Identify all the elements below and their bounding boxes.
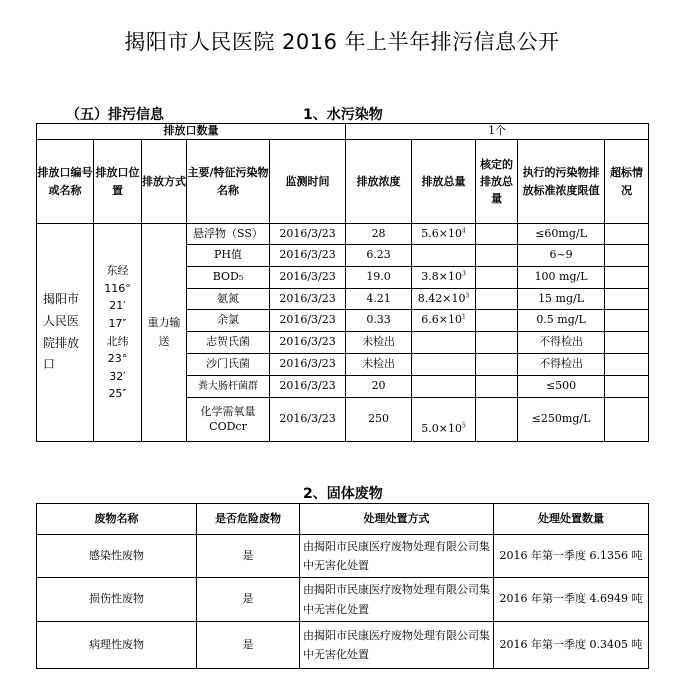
header-concentration: 排放浓度 [346,140,412,224]
header-pollutant: 主要/特征污染物名称 [187,140,270,224]
exceed [605,289,649,310]
table-row [37,535,649,578]
exceed [605,398,649,442]
concentration: 20 [346,376,412,398]
approved-total [476,398,518,442]
total [412,354,476,376]
exceed [605,224,649,245]
disposal-method: 由揭阳市民康医疗废物处理有限公司集中无害化处置 [300,622,494,669]
waste-name: 感染性废物 [37,535,197,578]
header-outlet-position: 排放口位置 [94,140,142,224]
concentration: 28 [346,224,412,245]
section-label: （五）排污信息 [66,107,164,123]
header-hazardous: 是否危险废物 [197,504,300,535]
header-total: 排放总量 [412,140,476,224]
standard: 不得检出 [518,332,605,354]
outlet-name: 揭阳市人民医院排放口 [37,224,94,442]
standard: 不得检出 [518,354,605,376]
exceed [605,332,649,354]
disposal-quantity: 2016 年第一季度 6.1356 吨 [494,535,649,578]
hazardous-flag: 是 [197,535,300,578]
concentration: 未检出 [346,354,412,376]
header-outlet-id: 排放口编号或名称 [37,140,94,224]
standard: 6~9 [518,245,605,267]
waste-name: 病理性废物 [37,622,197,669]
disposal-method: 由揭阳市民康医疗废物处理有限公司集中无害化处置 [300,535,494,578]
table-row [37,224,649,245]
header-monitor-time: 监测时间 [270,140,346,224]
hazardous-flag: 是 [197,622,300,669]
standard: ≤60mg/L [518,224,605,245]
approved-total [476,224,518,245]
monitor-time: 2016/3/23 [270,310,346,332]
disposal-quantity: 2016 年第一季度 0.3405 吨 [494,622,649,669]
solid-waste-table [36,503,649,669]
header-method: 处理处置方式 [300,504,494,535]
exceed [605,310,649,332]
concentration: 0.33 [346,310,412,332]
total [412,245,476,267]
exceed [605,354,649,376]
standard: 100 mg/L [518,267,605,289]
monitor-time: 2016/3/23 [270,245,346,267]
disposal-quantity: 2016 年第一季度 4.6949 吨 [494,578,649,622]
standard: ≤250mg/L [518,398,605,442]
pollutant-name: 粪大肠杆菌群 [187,376,270,398]
pollutant-name: 余氯 [187,310,270,332]
monitor-time: 2016/3/23 [270,398,346,442]
header-exceed: 超标情况 [605,140,649,224]
waste-name: 损伤性废物 [37,578,197,622]
monitor-time: 2016/3/23 [270,267,346,289]
pollutant-name: PH值 [187,245,270,267]
pollutant-name: 氨氮 [187,289,270,310]
solid-waste-heading: 2、固体废物 [303,486,383,502]
monitor-time: 2016/3/23 [270,224,346,245]
header-discharge-mode: 排放方式 [142,140,187,224]
pollutant-name: 志贺氏菌 [187,332,270,354]
pollutant-name: 化学需氧量CODcr [187,398,270,442]
monitor-time: 2016/3/23 [270,354,346,376]
page-title: 揭阳市人民医院 2016 年上半年排污信息公开 [124,30,560,54]
standard: 0.5 mg/L [518,310,605,332]
discharge-mode: 重力输送 [142,224,187,442]
concentration: 未检出 [346,332,412,354]
approved-total [476,267,518,289]
approved-total [476,332,518,354]
exceed [605,245,649,267]
monitor-time: 2016/3/23 [270,289,346,310]
concentration: 6.23 [346,245,412,267]
approved-total [476,310,518,332]
table-row [37,578,649,622]
standard: ≤500 [518,376,605,398]
table-row [37,622,649,669]
pollutant-name: BOD₅ [187,267,270,289]
total: $6.6\times 10^1$ [412,310,476,332]
exceed [605,376,649,398]
exceed [605,267,649,289]
total: $8.42\times 10^3$ [412,289,476,310]
total [412,376,476,398]
total: $5.0\times 10^5$ [412,398,476,442]
header-standard: 执行的污染物排放标准浓度限值 [518,140,605,224]
concentration: 4.21 [346,289,412,310]
total: $5.6\times 10^4$ [412,224,476,245]
disposal-method: 由揭阳市民康医疗废物处理有限公司集中无害化处置 [300,578,494,622]
concentration: 250 [346,398,412,442]
approved-total [476,376,518,398]
monitor-time: 2016/3/23 [270,376,346,398]
header-quantity: 处理处置数量 [494,504,649,535]
concentration: 19.0 [346,267,412,289]
water-pollutant-table [36,123,649,442]
monitor-time: 2016/3/23 [270,332,346,354]
water-pollutants-heading: 1、水污染物 [303,107,383,123]
approved-total [476,354,518,376]
header-waste-name: 废物名称 [37,504,197,535]
total [412,332,476,354]
total: $3.8\times 10^3$ [412,267,476,289]
pollutant-name: 沙门氏菌 [187,354,270,376]
header-approved-total: 核定的排放总量 [476,140,518,224]
standard: 15 mg/L [518,289,605,310]
outlet-position: 东经 116° 21′ 17″ 北纬 23° 32′ 25″ [94,224,142,442]
hazardous-flag: 是 [197,578,300,622]
outlet-count-value: 1个 [346,124,649,140]
pollutant-name: 悬浮物（SS） [187,224,270,245]
approved-total [476,289,518,310]
approved-total [476,245,518,267]
outlet-count-label: 排放口数量 [37,124,346,140]
